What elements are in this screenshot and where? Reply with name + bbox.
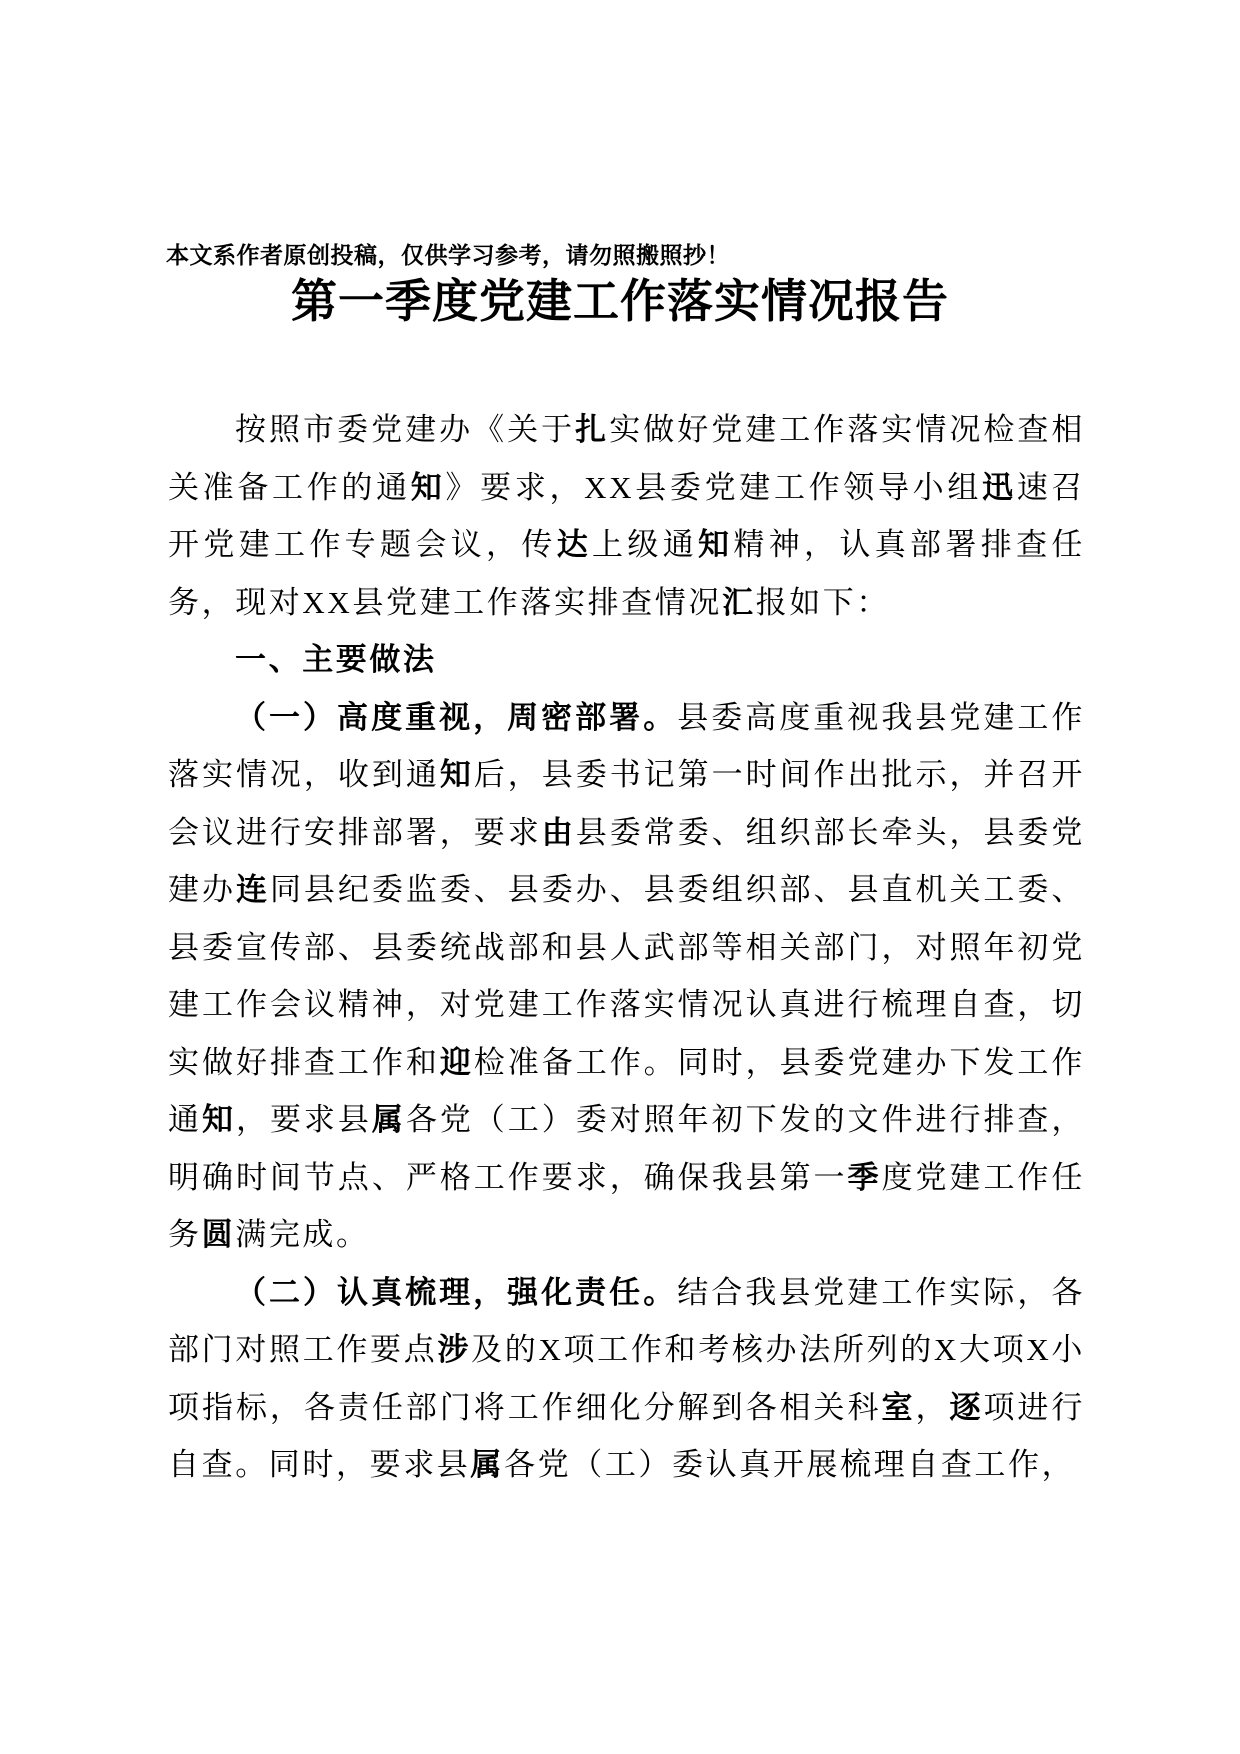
substituted-glyph: 圆 — [201, 1217, 236, 1252]
text-segment: 各党（工）委对照年初下发的文件进行排查，明确时间节点、严格工作要求，确保我县第一 — [168, 1102, 1085, 1195]
text-segment: 及的X项工作和考核办法所列的X大项X小项指标，各责任部门将工作细化分解到各相关科 — [168, 1332, 1085, 1425]
disclaimer-note: 本文系作者原创投稿，仅供学习参考，请勿照搬照抄！ — [166, 242, 730, 268]
substituted-glyph: 迎 — [439, 1044, 474, 1080]
text-segment: 精神，认真部署排查任务，现对XX县党建工作落实排查情况 — [168, 527, 1085, 620]
text-segment: ， — [915, 1389, 950, 1425]
text-segment: 项进行自查。同时，要求县 — [168, 1389, 1085, 1482]
text-segment: 报如下： — [755, 584, 890, 620]
text-segment: 同县纪委监委、县委办、县委组织部、县直机关工委、县委宣传部、县委统战部和县人武部等相关部门，对照年初党建工作会议精神，对党建工作落实情况认真进行梳理自查，切实做好排查工作和 — [168, 872, 1085, 1080]
lead-in-emphasis: （二）认真梳理，强化责任。 — [235, 1274, 678, 1310]
text-segment: 实做好党建工作落实情况检查相关准备工作的通 — [168, 412, 1086, 505]
substituted-glyph: 汇 — [721, 584, 756, 620]
paragraph — [168, 689, 1085, 1264]
substituted-glyph: 逐 — [949, 1389, 984, 1425]
paragraph — [168, 401, 1085, 631]
substituted-glyph: 达 — [556, 527, 593, 562]
text-segment: ，要求县 — [235, 1102, 372, 1137]
substituted-glyph: 迅 — [982, 469, 1017, 505]
lead-in-emphasis: （一）高度重视，周密部署。 — [235, 699, 678, 735]
substituted-glyph: 知 — [698, 527, 734, 562]
text-segment: 一、主要做法 — [235, 642, 437, 677]
substituted-glyph: 室 — [881, 1389, 916, 1425]
text-segment: 满完成。 — [235, 1217, 370, 1252]
paragraph — [168, 1264, 1085, 1494]
substituted-glyph: 涉 — [437, 1332, 472, 1367]
substituted-glyph: 知 — [410, 469, 446, 505]
document-title: 第一季度党建工作落实情况报告 — [291, 275, 949, 327]
text-segment: 各党（工）委认真开展梳理自查工作， — [504, 1447, 1076, 1482]
text-segment: 检准备工作。同时，县委党建办下发工作通 — [168, 1044, 1085, 1137]
section-heading — [168, 631, 1085, 689]
text-segment: 速召开党建工作专题会议，传 — [168, 469, 1085, 562]
text-segment: 上级通 — [592, 527, 699, 562]
substituted-glyph: 由 — [541, 814, 576, 850]
text-segment: 度党建工作任务 — [168, 1159, 1085, 1252]
substituted-glyph: 扎 — [575, 412, 610, 447]
substituted-glyph: 属 — [371, 1102, 406, 1137]
text-segment: 结合我县党建工作实际，各部门对照工作要点 — [168, 1274, 1085, 1367]
substituted-glyph: 知 — [201, 1102, 236, 1137]
substituted-glyph: 季 — [847, 1159, 882, 1195]
document-body — [168, 401, 1085, 1494]
text-segment: 县委高度重视我县党建工作落实情况，收到通 — [168, 699, 1085, 792]
text-segment: 按照市委党建办《关于 — [235, 412, 576, 447]
text-segment: 后，县委书记第一时间作出批示，并召开会议进行安排部署，要求 — [168, 757, 1085, 850]
substituted-glyph: 知 — [439, 757, 474, 792]
text-segment: 县委常委、组织部长牵头，县委党建办 — [168, 814, 1085, 907]
text-segment: 》要求，XX县委党建工作领导小组 — [445, 469, 983, 505]
substituted-glyph: 连 — [235, 872, 270, 907]
substituted-glyph: 属 — [470, 1447, 505, 1482]
